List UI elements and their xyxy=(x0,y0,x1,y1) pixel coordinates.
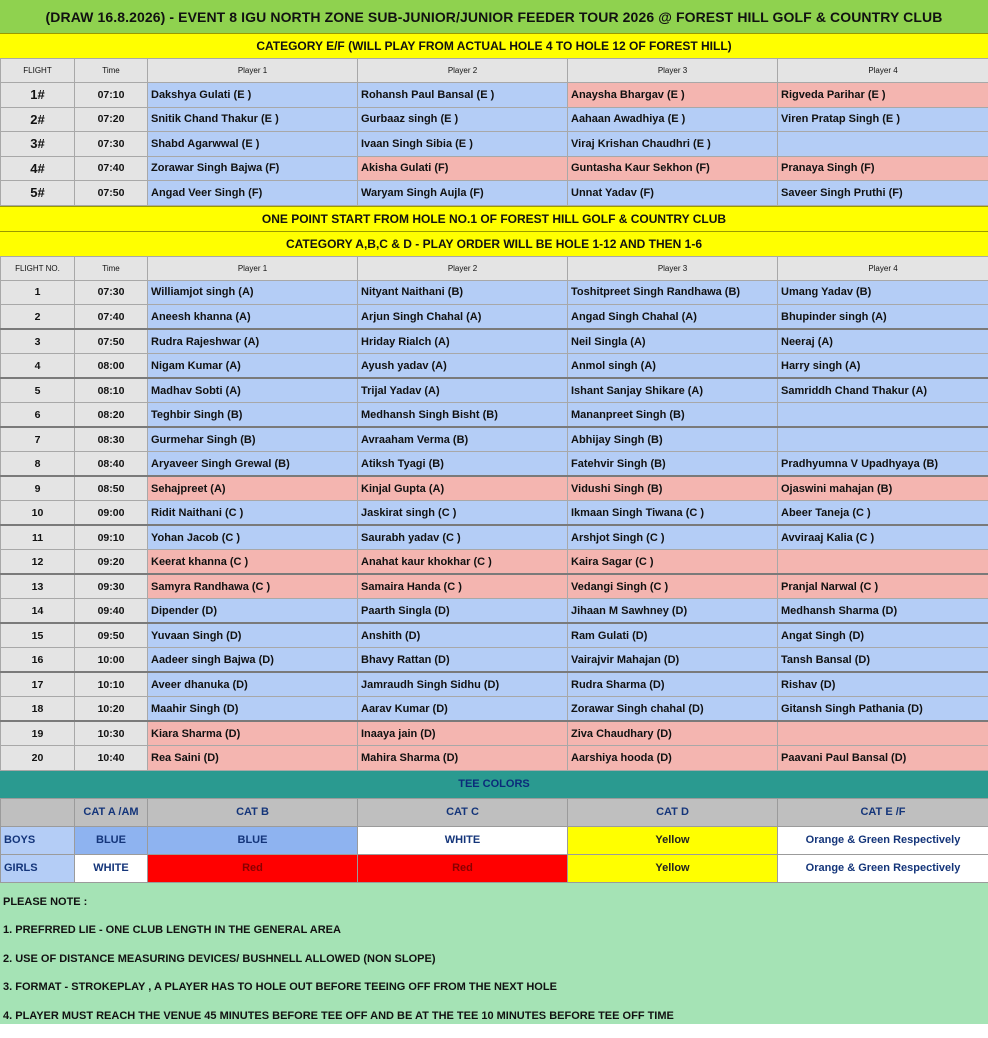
flight-row xyxy=(1,697,988,722)
flight-number: 1 xyxy=(1,280,75,305)
note-item: 1. PREFRRED LIE - ONE CLUB LENGTH IN THE GENERAL AREA xyxy=(3,924,988,953)
player-cell: Aarshiya hooda (D) xyxy=(568,746,778,771)
tee-time: 07:10 xyxy=(75,83,148,108)
player-cell: Ishant Sanjay Shikare (A) xyxy=(568,378,778,403)
flight-row xyxy=(1,525,988,550)
player-cell: Anaysha Bhargav (E ) xyxy=(568,83,778,108)
player-cell: Mananpreet Singh (B) xyxy=(568,403,778,428)
player-cell xyxy=(778,132,988,157)
tee-row-label: GIRLS xyxy=(1,854,75,882)
player-cell: Rudra Sharma (D) xyxy=(568,672,778,697)
player-cell xyxy=(778,721,988,746)
flight-row xyxy=(1,354,988,379)
player-cell: Rea Saini (D) xyxy=(148,746,358,771)
tee-time: 08:00 xyxy=(75,354,148,379)
tee-time: 08:20 xyxy=(75,403,148,428)
player-cell: Ayush yadav (A) xyxy=(358,354,568,379)
flight-row xyxy=(1,156,988,181)
flight-number: 2 xyxy=(1,305,75,330)
flight-row xyxy=(1,721,988,746)
flight-number: 4# xyxy=(1,156,75,181)
tee-time: 07:30 xyxy=(75,132,148,157)
player-cell: Saurabh yadav (C ) xyxy=(358,525,568,550)
player-cell: Samyra Randhawa (C ) xyxy=(148,574,358,599)
tee-row xyxy=(1,826,988,854)
tee-row xyxy=(1,854,988,882)
tee-time: 09:30 xyxy=(75,574,148,599)
player-cell: Abhijay Singh (B) xyxy=(568,427,778,452)
player-cell: Aneesh khanna (A) xyxy=(148,305,358,330)
player-cell: Gurbaaz singh (E ) xyxy=(358,107,568,132)
tee-colors-heading: TEE COLORS xyxy=(0,771,988,798)
tee-col-cat-d: CAT D xyxy=(568,798,778,826)
tee-time: 10:10 xyxy=(75,672,148,697)
player-cell: Mahira Sharma (D) xyxy=(358,746,568,771)
flight-number: 2# xyxy=(1,107,75,132)
flight-number: 3 xyxy=(1,329,75,354)
tee-color-cell: WHITE xyxy=(75,854,148,882)
flight-row xyxy=(1,672,988,697)
flight-number: 19 xyxy=(1,721,75,746)
player-cell: Inaaya jain (D) xyxy=(358,721,568,746)
player-cell: Umang Yadav (B) xyxy=(778,280,988,305)
tee-time: 07:30 xyxy=(75,280,148,305)
player-cell: Angad Veer Singh (F) xyxy=(148,181,358,206)
flight-row xyxy=(1,280,988,305)
flight-row xyxy=(1,132,988,157)
note-item: 3. FORMAT - STROKEPLAY , A PLAYER HAS TO HOLE OUT BEFORE TEEING OFF FROM THE NEXT HOLE xyxy=(3,981,988,1010)
player-cell: Viren Pratap Singh (E ) xyxy=(778,107,988,132)
category-abcd-heading: CATEGORY A,B,C & D - PLAY ORDER WILL BE HOLE 1-12 AND THEN 1-6 xyxy=(0,231,988,256)
player-cell: Angad Singh Chahal (A) xyxy=(568,305,778,330)
flight-number: 17 xyxy=(1,672,75,697)
player-cell: Yuvaan Singh (D) xyxy=(148,623,358,648)
flight-number: 3# xyxy=(1,132,75,157)
player-cell: Neil Singla (A) xyxy=(568,329,778,354)
tee-color-cell: Red xyxy=(148,854,358,882)
player-cell: Keerat khanna (C ) xyxy=(148,550,358,575)
flight-number: 1# xyxy=(1,83,75,108)
flight-row xyxy=(1,378,988,403)
tee-col-cat-c: CAT C xyxy=(358,798,568,826)
flight-number: 8 xyxy=(1,452,75,477)
player-cell: Medhansh Sharma (D) xyxy=(778,599,988,624)
player-cell: Yohan Jacob (C ) xyxy=(148,525,358,550)
player-cell: Neeraj (A) xyxy=(778,329,988,354)
tee-time: 09:40 xyxy=(75,599,148,624)
player-cell: Williamjot singh (A) xyxy=(148,280,358,305)
player-cell: Ivaan Singh Sibia (E ) xyxy=(358,132,568,157)
flight-row xyxy=(1,501,988,526)
table-header-row xyxy=(1,59,988,83)
flight-number: 10 xyxy=(1,501,75,526)
category-abcd-table xyxy=(0,256,988,771)
player-cell: Jihaan M Sawhney (D) xyxy=(568,599,778,624)
flight-number: 9 xyxy=(1,476,75,501)
player-cell: Viraj Krishan Chaudhri (E ) xyxy=(568,132,778,157)
player-cell: Aahaan Awadhiya (E ) xyxy=(568,107,778,132)
player-cell xyxy=(778,550,988,575)
player-cell: Rudra Rajeshwar (A) xyxy=(148,329,358,354)
header-player-3: Player 3 xyxy=(568,256,778,280)
player-cell: Madhav Sobti (A) xyxy=(148,378,358,403)
player-cell: Shabd Agarwwal (E ) xyxy=(148,132,358,157)
player-cell: Arjun Singh Chahal (A) xyxy=(358,305,568,330)
tee-time: 09:00 xyxy=(75,501,148,526)
header-player-2: Player 2 xyxy=(358,256,568,280)
player-cell: Rishav (D) xyxy=(778,672,988,697)
one-point-start-note: ONE POINT START FROM HOLE NO.1 OF FOREST HILL GOLF & COUNTRY CLUB xyxy=(0,206,988,231)
player-cell: Teghbir Singh (B) xyxy=(148,403,358,428)
flight-number: 13 xyxy=(1,574,75,599)
tee-time: 07:40 xyxy=(75,305,148,330)
header-player-4: Player 4 xyxy=(778,256,988,280)
tee-time: 09:10 xyxy=(75,525,148,550)
player-cell: Vidushi Singh (B) xyxy=(568,476,778,501)
player-cell: Anahat kaur khokhar (C ) xyxy=(358,550,568,575)
flight-row xyxy=(1,648,988,673)
player-cell: Paarth Singla (D) xyxy=(358,599,568,624)
tee-time: 08:10 xyxy=(75,378,148,403)
player-cell: Aadeer singh Bajwa (D) xyxy=(148,648,358,673)
player-cell: Akisha Gulati (F) xyxy=(358,156,568,181)
player-cell: Ridit Naithani (C ) xyxy=(148,501,358,526)
player-cell: Ram Gulati (D) xyxy=(568,623,778,648)
player-cell: Ziva Chaudhary (D) xyxy=(568,721,778,746)
header-player-3: Player 3 xyxy=(568,59,778,83)
player-cell xyxy=(778,427,988,452)
tee-col-cat-b: CAT B xyxy=(148,798,358,826)
player-cell: Pranjal Narwal (C ) xyxy=(778,574,988,599)
header-flight: FLIGHT xyxy=(1,59,75,83)
flight-row xyxy=(1,403,988,428)
player-cell: Medhansh Singh Bisht (B) xyxy=(358,403,568,428)
tee-time: 07:50 xyxy=(75,329,148,354)
header-player-1: Player 1 xyxy=(148,256,358,280)
player-cell: Gurmehar Singh (B) xyxy=(148,427,358,452)
player-cell: Aarav Kumar (D) xyxy=(358,697,568,722)
flight-row xyxy=(1,476,988,501)
player-cell: Snitik Chand Thakur (E ) xyxy=(148,107,358,132)
player-cell: Nityant Naithani (B) xyxy=(358,280,568,305)
flight-number: 5 xyxy=(1,378,75,403)
tee-time: 07:20 xyxy=(75,107,148,132)
flight-number: 15 xyxy=(1,623,75,648)
tee-time: 07:50 xyxy=(75,181,148,206)
player-cell: Hriday Rialch (A) xyxy=(358,329,568,354)
player-cell: Guntasha Kaur Sekhon (F) xyxy=(568,156,778,181)
tee-time: 08:50 xyxy=(75,476,148,501)
player-cell: Tansh Bansal (D) xyxy=(778,648,988,673)
flight-number: 6 xyxy=(1,403,75,428)
category-ef-table xyxy=(0,58,988,206)
note-item: 4. PLAYER MUST REACH THE VENUE 45 MINUTES BEFORE TEE OFF AND BE AT THE TEE 10 MINUTES BEFORE TEE OFF TIME xyxy=(3,1010,988,1038)
player-cell: Jamraudh Singh Sidhu (D) xyxy=(358,672,568,697)
tee-colors-table xyxy=(0,798,988,883)
flight-row xyxy=(1,623,988,648)
tee-time: 10:30 xyxy=(75,721,148,746)
tee-color-cell: Red xyxy=(358,854,568,882)
header-player-4: Player 4 xyxy=(778,59,988,83)
tee-time: 09:50 xyxy=(75,623,148,648)
tee-color-cell: Orange & Green Respectively xyxy=(778,826,988,854)
player-cell: Dakshya Gulati (E ) xyxy=(148,83,358,108)
header-time: Time xyxy=(75,256,148,280)
player-cell: Pranaya Singh (F) xyxy=(778,156,988,181)
player-cell: Abeer Taneja (C ) xyxy=(778,501,988,526)
flight-row xyxy=(1,746,988,771)
flight-row xyxy=(1,305,988,330)
player-cell: Vairajvir Mahajan (D) xyxy=(568,648,778,673)
flight-row xyxy=(1,107,988,132)
header-flight: FLIGHT NO. xyxy=(1,256,75,280)
tee-time: 08:40 xyxy=(75,452,148,477)
flight-number: 20 xyxy=(1,746,75,771)
tee-color-cell: Yellow xyxy=(568,854,778,882)
tee-time: 07:40 xyxy=(75,156,148,181)
tee-time: 10:00 xyxy=(75,648,148,673)
header-player-1: Player 1 xyxy=(148,59,358,83)
player-cell: Pradhyumna V Upadhyaya (B) xyxy=(778,452,988,477)
tee-col-cat-a: CAT A /AM xyxy=(75,798,148,826)
player-cell: Anshith (D) xyxy=(358,623,568,648)
tee-corner-cell xyxy=(1,798,75,826)
tee-time: 10:20 xyxy=(75,697,148,722)
flight-number: 11 xyxy=(1,525,75,550)
tee-color-cell: BLUE xyxy=(148,826,358,854)
player-cell: Avviraaj Kalia (C ) xyxy=(778,525,988,550)
player-cell: Nigam Kumar (A) xyxy=(148,354,358,379)
player-cell xyxy=(778,403,988,428)
player-cell: Bhavy Rattan (D) xyxy=(358,648,568,673)
player-cell: Ikmaan Singh Tiwana (C ) xyxy=(568,501,778,526)
flight-row xyxy=(1,329,988,354)
player-cell: Aryaveer Singh Grewal (B) xyxy=(148,452,358,477)
tee-header-row xyxy=(1,798,988,826)
player-cell: Zorawar Singh chahal (D) xyxy=(568,697,778,722)
player-cell: Kinjal Gupta (A) xyxy=(358,476,568,501)
notes-panel xyxy=(0,883,988,1024)
player-cell: Arshjot Singh (C ) xyxy=(568,525,778,550)
player-cell: Aveer dhanuka (D) xyxy=(148,672,358,697)
player-cell: Ojaswini mahajan (B) xyxy=(778,476,988,501)
player-cell: Kiara Sharma (D) xyxy=(148,721,358,746)
tee-color-cell: Yellow xyxy=(568,826,778,854)
tee-color-cell: BLUE xyxy=(75,826,148,854)
tee-time: 08:30 xyxy=(75,427,148,452)
player-cell: Gitansh Singh Pathania (D) xyxy=(778,697,988,722)
player-cell: Unnat Yadav (F) xyxy=(568,181,778,206)
page-title: (DRAW 16.8.2026) - EVENT 8 IGU NORTH ZONE SUB-JUNIOR/JUNIOR FEEDER TOUR 2026 @ FOREST HILL GOLF & COUNTRY CLUB xyxy=(0,0,988,33)
player-cell: Samaira Handa (C ) xyxy=(358,574,568,599)
player-cell: Anmol singh (A) xyxy=(568,354,778,379)
flight-row xyxy=(1,574,988,599)
table-header-row xyxy=(1,256,988,280)
tee-row-label: BOYS xyxy=(1,826,75,854)
player-cell: Sehajpreet (A) xyxy=(148,476,358,501)
notes-heading: PLEASE NOTE : xyxy=(3,896,988,925)
tee-color-cell: Orange & Green Respectively xyxy=(778,854,988,882)
player-cell: Maahir Singh (D) xyxy=(148,697,358,722)
player-cell: Waryam Singh Aujla (F) xyxy=(358,181,568,206)
player-cell: Saveer Singh Pruthi (F) xyxy=(778,181,988,206)
note-item: 2. USE OF DISTANCE MEASURING DEVICES/ BUSHNELL ALLOWED (NON SLOPE) xyxy=(3,953,988,982)
player-cell: Avraaham Verma (B) xyxy=(358,427,568,452)
category-ef-heading: CATEGORY E/F (WILL PLAY FROM ACTUAL HOLE 4 TO HOLE 12 OF FOREST HILL) xyxy=(0,33,988,58)
tee-color-cell: WHITE xyxy=(358,826,568,854)
flight-number: 12 xyxy=(1,550,75,575)
player-cell: Jaskirat singh (C ) xyxy=(358,501,568,526)
flight-row xyxy=(1,550,988,575)
player-cell: Harry singh (A) xyxy=(778,354,988,379)
flight-number: 14 xyxy=(1,599,75,624)
player-cell: Rohansh Paul Bansal (E ) xyxy=(358,83,568,108)
tee-time: 09:20 xyxy=(75,550,148,575)
flight-row xyxy=(1,599,988,624)
player-cell: Toshitpreet Singh Randhawa (B) xyxy=(568,280,778,305)
player-cell: Paavani Paul Bansal (D) xyxy=(778,746,988,771)
flight-number: 4 xyxy=(1,354,75,379)
flight-row xyxy=(1,83,988,108)
player-cell: Dipender (D) xyxy=(148,599,358,624)
player-cell: Vedangi Singh (C ) xyxy=(568,574,778,599)
player-cell: Samriddh Chand Thakur (A) xyxy=(778,378,988,403)
flight-number: 18 xyxy=(1,697,75,722)
player-cell: Angat Singh (D) xyxy=(778,623,988,648)
flight-number: 5# xyxy=(1,181,75,206)
flight-number: 7 xyxy=(1,427,75,452)
player-cell: Bhupinder singh (A) xyxy=(778,305,988,330)
player-cell: Trijal Yadav (A) xyxy=(358,378,568,403)
header-player-2: Player 2 xyxy=(358,59,568,83)
player-cell: Zorawar Singh Bajwa (F) xyxy=(148,156,358,181)
player-cell: Kaira Sagar (C ) xyxy=(568,550,778,575)
flight-row xyxy=(1,181,988,206)
flight-row xyxy=(1,427,988,452)
player-cell: Fatehvir Singh (B) xyxy=(568,452,778,477)
flight-row xyxy=(1,452,988,477)
tee-time: 10:40 xyxy=(75,746,148,771)
flight-number: 16 xyxy=(1,648,75,673)
header-time: Time xyxy=(75,59,148,83)
player-cell: Atiksh Tyagi (B) xyxy=(358,452,568,477)
player-cell: Rigveda Parihar (E ) xyxy=(778,83,988,108)
tee-col-cat-ef: CAT E /F xyxy=(778,798,988,826)
